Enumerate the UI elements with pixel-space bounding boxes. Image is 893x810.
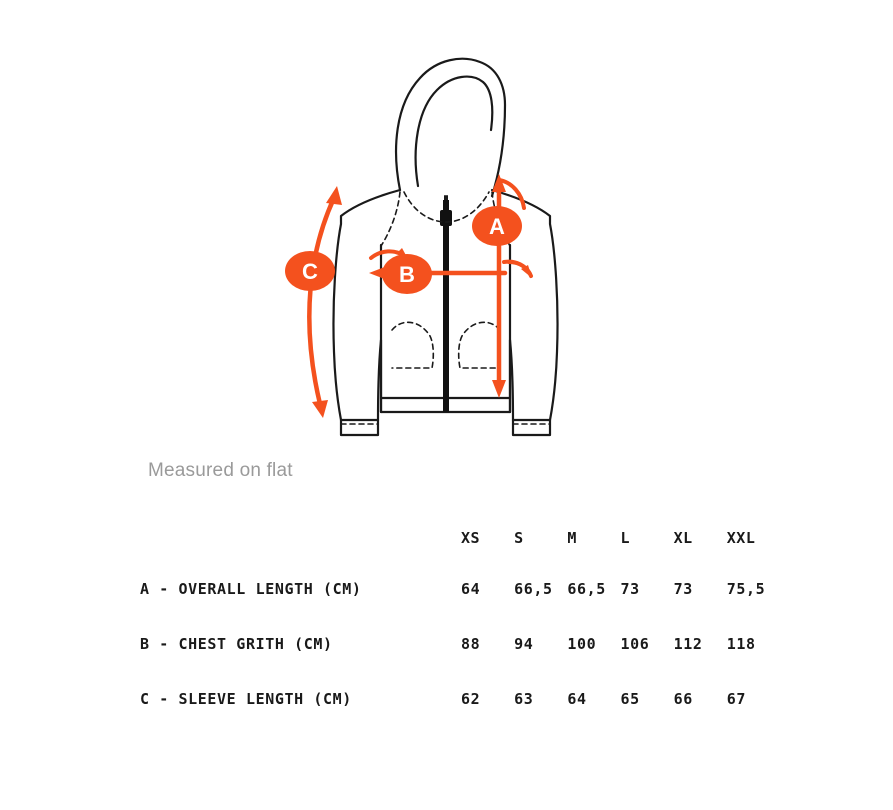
svg-text:B: B	[399, 262, 415, 287]
cell-overall-length-xxl: 75,5	[726, 579, 766, 598]
cell-chest-girth-xl: 112	[673, 634, 703, 653]
cell-overall-length-l: 73	[620, 579, 640, 598]
cell-sleeve-length-xxl: 67	[726, 689, 747, 708]
cell-sleeve-length-s: 63	[514, 689, 534, 708]
header-size-s: S	[514, 529, 524, 547]
zipper	[440, 200, 452, 412]
header-size-xxl: XXL	[726, 529, 756, 547]
table-row	[140, 616, 780, 671]
header-size-xl: XL	[673, 529, 693, 547]
cell-sleeve-length-xl: 66	[673, 689, 693, 708]
cell-sleeve-length-xs: 62	[461, 689, 481, 708]
svg-text:C: C	[302, 259, 318, 284]
cell-sleeve-length-m: 64	[567, 689, 587, 708]
marker-a	[472, 206, 522, 246]
cell-overall-length-xs: 64	[461, 579, 481, 598]
row-label-sleeve-length: C - SLEEVE LENGTH (CM)	[140, 689, 352, 708]
cell-chest-girth-xxl: 118	[726, 634, 756, 653]
cell-sleeve-length-l: 65	[620, 689, 640, 708]
header-size-m: M	[567, 529, 577, 547]
measured-on-flat-caption: Measured on flat	[148, 460, 293, 481]
cell-overall-length-s: 66,5	[514, 579, 553, 598]
size-chart-table	[140, 515, 780, 726]
table-row	[140, 561, 780, 616]
header-size-l: L	[620, 529, 630, 547]
row-label-overall-length: A - OVERALL LENGTH (CM)	[140, 579, 362, 598]
cell-chest-girth-xs: 88	[461, 634, 481, 653]
cell-overall-length-xl: 73	[673, 579, 693, 598]
table-row	[140, 671, 780, 726]
header-size-xs: XS	[461, 529, 481, 547]
cell-chest-girth-l: 106	[620, 634, 650, 653]
row-label-chest-girth: B - CHEST GRITH (CM)	[140, 634, 333, 653]
cell-chest-girth-s: 94	[514, 634, 534, 653]
marker-b	[382, 254, 432, 294]
cell-overall-length-m: 66,5	[567, 579, 606, 598]
cell-chest-girth-m: 100	[567, 634, 597, 653]
svg-text:A: A	[489, 214, 505, 239]
marker-c	[285, 251, 335, 291]
table-header-row	[140, 515, 780, 561]
header-measurement-label	[140, 515, 461, 561]
